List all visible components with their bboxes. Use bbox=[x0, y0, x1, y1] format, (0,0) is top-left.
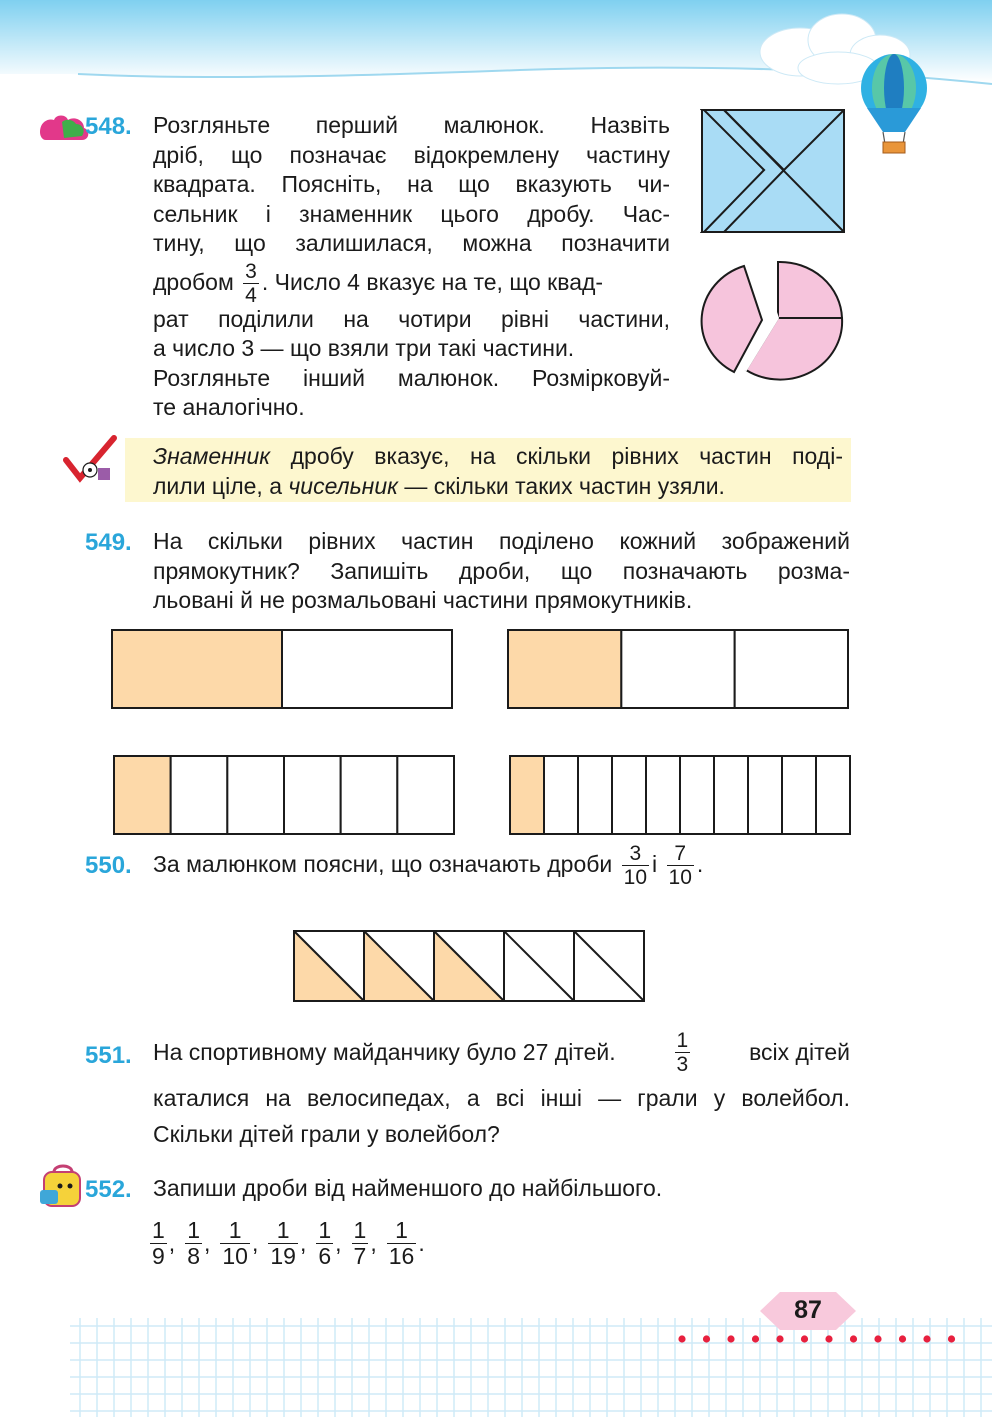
ex548-line-10: те аналогічно. bbox=[153, 394, 305, 420]
exercise-549-number: 549. bbox=[85, 529, 132, 556]
ex548-line-6-before: дробом bbox=[153, 268, 234, 295]
fraction-denominator: 9 bbox=[152, 1243, 165, 1269]
fraction-3-4 bbox=[243, 261, 259, 306]
fraction-numerator: 3 bbox=[622, 843, 649, 866]
exercise-551-number: 551. bbox=[85, 1042, 132, 1069]
unshaded-part bbox=[621, 630, 734, 708]
fraction-numerator: 1 bbox=[152, 1217, 165, 1243]
exercise-552-number: 552. bbox=[85, 1176, 132, 1203]
ex550-conj: і bbox=[652, 851, 658, 877]
fraction-denominator: 10 bbox=[623, 866, 648, 890]
ex548-line-1: Розгляньте перший малюнок. Назвіть bbox=[153, 112, 670, 138]
fraction-denominator: 8 bbox=[187, 1243, 200, 1269]
dot bbox=[801, 1335, 808, 1342]
fraction-separator: , bbox=[251, 1229, 259, 1256]
fraction-numerator: 1 bbox=[268, 1219, 298, 1244]
dot bbox=[752, 1335, 759, 1342]
shaded-part bbox=[114, 756, 171, 834]
dot bbox=[776, 1335, 783, 1342]
ex548-line-9: Розгляньте інший малюнок. Розмірковуй- bbox=[153, 364, 670, 391]
ex548-line-8: а число 3 — що взяли три такі частини. bbox=[153, 335, 575, 361]
hot-air-balloon-icon bbox=[855, 52, 933, 156]
fraction-item bbox=[150, 1219, 167, 1268]
fraction-1-3 bbox=[675, 1030, 691, 1075]
shaded-part bbox=[508, 630, 621, 708]
ex548-line-3: квадрата. Поясніть, на що вказують чи- bbox=[153, 171, 670, 197]
fraction-item bbox=[352, 1219, 369, 1268]
ex548-line-2: дріб, що позначає відокремлену частину bbox=[153, 141, 670, 168]
dot bbox=[874, 1335, 881, 1342]
dot bbox=[923, 1335, 930, 1342]
ex551-line-1-before: На спортивному майданчику було 27 дітей. bbox=[153, 1039, 616, 1065]
fraction-3-10 bbox=[622, 843, 649, 888]
fraction-separator: , bbox=[299, 1229, 307, 1256]
unshaded-part bbox=[171, 756, 228, 834]
fraction-denominator: 10 bbox=[222, 1243, 248, 1269]
fraction-item bbox=[220, 1219, 250, 1268]
fraction-7-10 bbox=[667, 843, 694, 888]
fraction-numerator: 1 bbox=[220, 1219, 250, 1244]
fraction-numerator: 3 bbox=[245, 259, 257, 283]
rule-term-denominator: Знаменник bbox=[153, 443, 271, 469]
fraction-rectangle bbox=[510, 756, 850, 834]
checkmark-mascot-icon bbox=[62, 434, 124, 488]
shaded-part bbox=[112, 630, 282, 708]
rule-text bbox=[153, 441, 843, 500]
unshaded-part bbox=[612, 756, 646, 834]
fraction-separator: , bbox=[335, 1229, 342, 1256]
unshaded-part bbox=[341, 756, 398, 834]
backpack-icon bbox=[38, 1164, 88, 1210]
dot bbox=[850, 1335, 857, 1342]
fraction-item bbox=[268, 1219, 298, 1268]
dot bbox=[899, 1335, 906, 1342]
unshaded-part bbox=[227, 756, 284, 834]
unshaded-part bbox=[578, 756, 612, 834]
fraction-item bbox=[387, 1219, 417, 1268]
unshaded-part bbox=[782, 756, 816, 834]
ex548-line-4: сельник і знаменник цього дробу. Час- bbox=[153, 200, 670, 227]
fraction-list bbox=[148, 1219, 433, 1268]
fraction-numerator: 1 bbox=[318, 1217, 332, 1243]
dot bbox=[825, 1335, 832, 1342]
unshaded-part bbox=[397, 756, 454, 834]
ex551-line-1 bbox=[153, 1024, 850, 1080]
exercise-550-text bbox=[153, 838, 703, 890]
exercise-548-number: 548. bbox=[85, 113, 132, 140]
ex551-line-2: каталися на велосипедах, а всі інші — грали у волейбол. bbox=[153, 1085, 850, 1111]
ex550-text: За малюнком поясни, що означають дроби bbox=[153, 851, 613, 877]
fraction-numerator: 1 bbox=[676, 1028, 689, 1052]
dot bbox=[948, 1335, 955, 1342]
unshaded-part bbox=[282, 630, 452, 708]
unshaded-part bbox=[284, 756, 341, 834]
fraction-rectangle bbox=[114, 756, 454, 834]
fraction-item bbox=[316, 1219, 333, 1268]
ex549-line-1: На скільки рівних частин поділено кожний зображений bbox=[153, 528, 850, 554]
ex548-line-7: рат поділили на чотири рівні частини, bbox=[153, 305, 670, 332]
exercise-552-text: Запиши дроби від найменшого до найбільшого. bbox=[153, 1175, 663, 1201]
shaded-part bbox=[510, 756, 544, 834]
fraction-item bbox=[185, 1219, 202, 1268]
exercise-551-text bbox=[153, 1024, 850, 1152]
rule-part-1: дробу вказує, на скільки рівних частин поді- bbox=[270, 443, 843, 469]
ex549-line-3: льовані й не розмальовані частини прямокутників. bbox=[153, 587, 693, 613]
dot bbox=[678, 1335, 685, 1342]
dot bbox=[727, 1335, 734, 1342]
rule-term-numerator: чисельник bbox=[288, 472, 398, 499]
fraction-numerator: 1 bbox=[353, 1217, 367, 1243]
fraction-separator: , bbox=[168, 1229, 176, 1256]
unshaded-part bbox=[735, 630, 848, 708]
ex549-line-2: прямокутник? Запишіть дроби, що позначають розма- bbox=[153, 557, 850, 584]
exercise-550-number: 550. bbox=[85, 852, 132, 879]
rule-part-3: — скільки таких частин узяли. bbox=[398, 472, 725, 499]
page-number: 87 bbox=[794, 1296, 822, 1324]
fraction-rectangles bbox=[100, 620, 860, 845]
fraction-numerator: 7 bbox=[667, 843, 694, 866]
exercise-548-text bbox=[153, 111, 670, 423]
unshaded-part bbox=[748, 756, 782, 834]
rule-part-2: лили ціле, а bbox=[153, 472, 289, 499]
unshaded-part bbox=[680, 756, 714, 834]
fraction-denominator: 4 bbox=[245, 283, 257, 307]
triangle-strip bbox=[292, 929, 648, 1003]
fraction-numerator: 1 bbox=[387, 1219, 417, 1244]
ex548-line-6-after: . Число 4 вказує на те, що квад- bbox=[261, 268, 604, 295]
decorative-dots bbox=[672, 1332, 972, 1346]
dot bbox=[703, 1335, 710, 1342]
ex551-line-1-after: всіх дітей bbox=[749, 1039, 850, 1065]
circle-diagram bbox=[696, 254, 848, 384]
header-sky bbox=[0, 0, 992, 110]
fraction-separator: , bbox=[370, 1229, 377, 1256]
fraction-denominator: 6 bbox=[318, 1243, 332, 1269]
exercise-549-text bbox=[153, 527, 850, 616]
fraction-denominator: 10 bbox=[668, 866, 692, 890]
ex550-end: . bbox=[696, 851, 704, 877]
fraction-numerator: 1 bbox=[187, 1217, 200, 1243]
fraction-denominator: 16 bbox=[388, 1243, 415, 1269]
square-diagram bbox=[700, 108, 846, 234]
unshaded-part bbox=[544, 756, 578, 834]
fraction-denominator: 19 bbox=[270, 1243, 296, 1269]
ex548-line-5: тину, що залишилася, можна позначити bbox=[153, 230, 670, 256]
unshaded-part bbox=[714, 756, 748, 834]
fraction-rectangle bbox=[112, 630, 452, 708]
fraction-denominator: 7 bbox=[353, 1243, 367, 1269]
ex548-line-6 bbox=[153, 259, 670, 305]
fraction-separator: . bbox=[418, 1229, 425, 1256]
fraction-rectangle bbox=[508, 630, 848, 708]
unshaded-part bbox=[646, 756, 680, 834]
fraction-separator: , bbox=[203, 1229, 211, 1256]
ex551-line-3: Скільки дітей грали у волейбол? bbox=[153, 1121, 500, 1147]
puzzle-icon bbox=[38, 112, 90, 144]
unshaded-part bbox=[816, 756, 850, 834]
fraction-denominator: 3 bbox=[676, 1052, 689, 1076]
